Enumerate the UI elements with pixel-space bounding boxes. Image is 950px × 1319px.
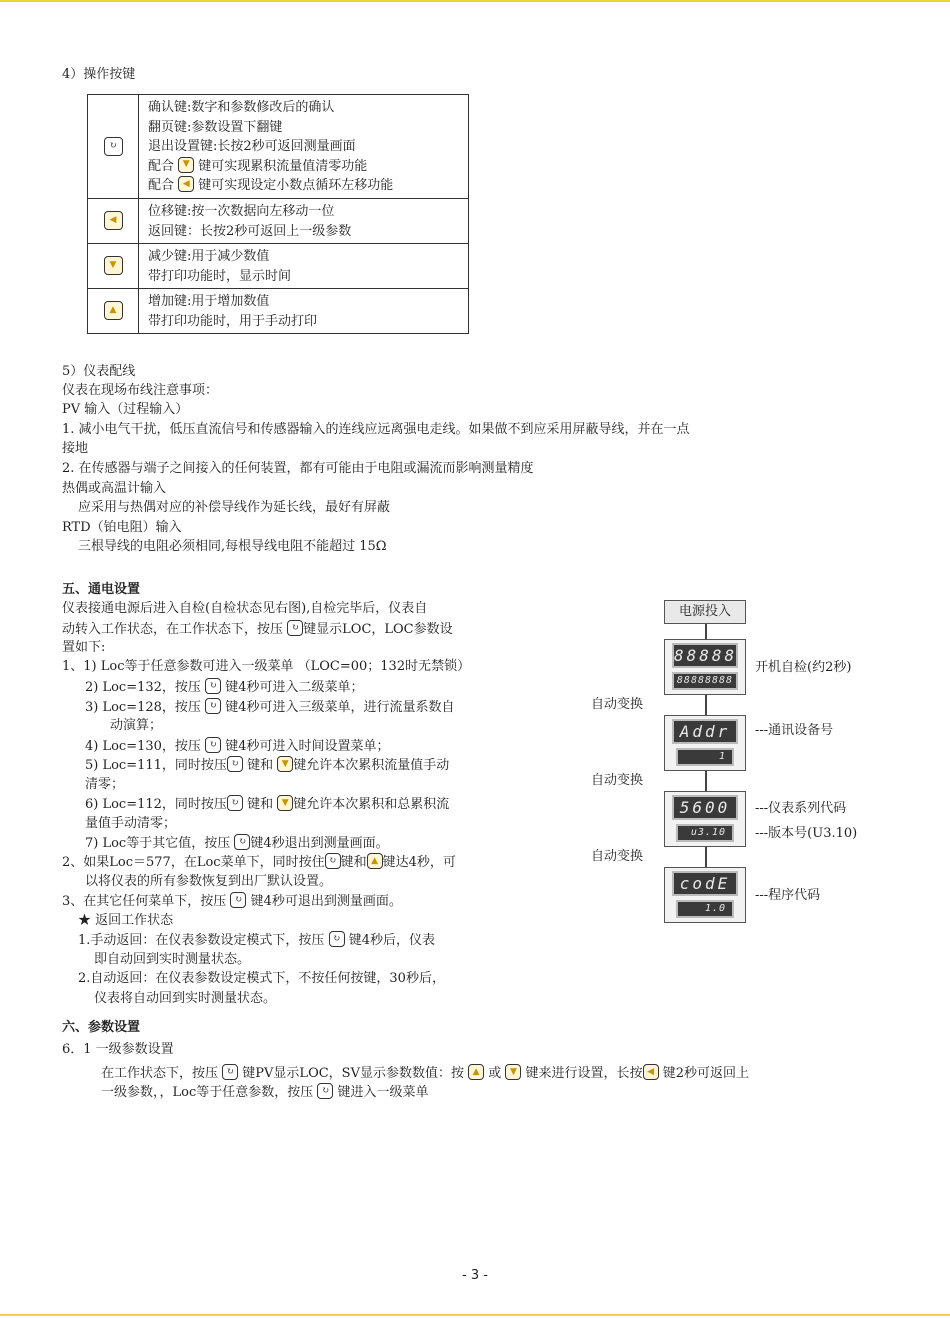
bottom-rule [0, 1314, 950, 1316]
text-line: PV 输入（过程输入） [62, 402, 189, 417]
up-key-icon: ▲ [104, 301, 123, 320]
text-line: 2) Loc=132，按压 ↻ 键4秒可进入二级菜单； [85, 680, 364, 695]
section-heading: 4）操作按键 [62, 67, 136, 82]
section-heading: 六、参数设置 [62, 1020, 141, 1035]
segment-display: 88888 [672, 643, 738, 668]
text-line: 1.手动返回：在仪表参数设定模式下，按压 ↻ 键4秒后，仪表 [78, 933, 435, 948]
table-row [88, 199, 469, 244]
segment-display: Addr [672, 719, 738, 744]
text-line: 仪表将自动回到实时测量状态。 [94, 991, 277, 1006]
text-line: 清零； [85, 777, 125, 792]
flow-label: 自动变换 [591, 773, 644, 788]
text-line: ★ 返回工作状态 [78, 913, 174, 928]
connector-line [705, 847, 707, 867]
flow-label: ---仪表系列代码 [755, 801, 847, 816]
connector-line [705, 695, 707, 715]
down-key-icon: ▼ [104, 256, 123, 275]
text-line: 应采用与热偶对应的补偿导线作为延长线，最好有屏蔽 [78, 500, 391, 515]
text-line: 置如下: [62, 640, 106, 655]
text-line: 1. 减小电气干扰，低压直流信号和传感器输入的连线应远离强电走线。如果做不到应采用屏蔽导线，并在一点 [62, 422, 690, 437]
set-key-icon: ↻ [205, 737, 221, 753]
row-line: 带打印功能时，用于手动打印 [148, 313, 318, 329]
segment-display: 5600 [672, 795, 738, 820]
text-line: 仪表在现场布线注意事项： [62, 383, 219, 398]
table-row [88, 289, 469, 334]
shift-key-icon: ◀ [104, 211, 123, 230]
segment-display: 88888888 [672, 672, 738, 690]
text-line: 接地 [62, 441, 89, 456]
set-key-icon: ↻ [227, 795, 243, 811]
text-line: 7) Loc等于其它值，按压 ↻ 键4秒退出到测量画面。 [85, 836, 389, 851]
page-number: - 3 - [462, 1268, 488, 1283]
table-row [88, 95, 469, 199]
set-key-icon: ↻ [230, 892, 246, 908]
row-line: 减少键:用于减少数值 [148, 249, 270, 264]
set-key-icon: ↻ [287, 620, 303, 636]
connector-line [705, 624, 707, 639]
row-line: 配合 ◀ 键可实现设定小数点循环左移功能 [148, 178, 394, 194]
text-line: 6．1 一级参数设置 [62, 1042, 174, 1057]
row-line: 返回键：长按2秒可返回上一级参数 [148, 223, 352, 239]
connector-line [705, 771, 707, 791]
text-line: 即自动回到实时测量状态。 [94, 952, 251, 967]
flow-label: ---版本号(U3.10) [755, 826, 858, 841]
flow-label: 自动变换 [591, 697, 644, 712]
text-line: RTD（铂电阻）输入 [62, 520, 182, 535]
set-key-icon: ↻ [227, 756, 243, 772]
set-key-icon: ↻ [234, 834, 250, 850]
text-line: 3) Loc=128，按压 ↻ 键4秒可进入三级菜单，进行流量系数自 [85, 700, 455, 715]
text-line: 1、1) Loc等于任意参数可进入一级菜单 （LOC=00；132时无禁锁） [62, 659, 471, 674]
segment-display: 1.0 [676, 900, 734, 918]
set-key-icon: ↻ [222, 1064, 238, 1080]
flow-label: 自动变换 [591, 849, 644, 864]
flow-label: ---通讯设备号 [755, 723, 834, 738]
text-line: 5) Loc=111，同时按压 ↻ 键和 ▼ 键允许本次累积流量值手动 [85, 758, 450, 773]
text-line: 2、如果Loc＝577，在Loc菜单下，同时按住 ↻ 键和 ▲ 键达4秒，可 [62, 855, 456, 870]
text-line: 仪表接通电源后进入自检(自检状态见右图),自检完毕后，仪表自 [62, 601, 428, 616]
set-key-icon: ↻ [205, 678, 221, 694]
segment-display: codE [672, 871, 738, 896]
down-key-icon: ▼ [178, 157, 194, 173]
segment-display: 1 [676, 748, 734, 766]
flow-label: ---程序代码 [755, 888, 821, 903]
text-line: 以将仪表的所有参数恢复到出厂默认设置。 [85, 874, 333, 889]
key-table [87, 94, 469, 334]
row-line: 配合 ▼ 键可实现累积流量值清零功能 [148, 158, 368, 174]
down-key-icon: ▼ [505, 1064, 521, 1080]
text-line: 6) Loc=112，同时按压 ↻ 键和 ▼ 键允许本次累积和总累积流 [85, 797, 450, 812]
shift-key-icon: ◀ [643, 1064, 659, 1080]
section-heading: 五、通电设置 [62, 582, 141, 597]
text-line: 动转入工作状态，在工作状态下，按压 ↻ 键显示LOC，LOC参数设 [62, 622, 453, 637]
text-line: 3、在其它任何菜单下，按压 ↻ 键4秒可退出到测量画面。 [62, 894, 402, 909]
text-line: 4) Loc=130，按压 ↻ 键4秒可进入时间设置菜单； [85, 739, 390, 754]
table-row [88, 244, 469, 289]
text-line: 一级参数，，Loc等于任意参数，按压 ↻ 键进入一级菜单 [101, 1085, 429, 1100]
text-line: 量值手动清零； [85, 816, 177, 831]
set-key-icon: ↻ [329, 931, 345, 947]
segment-display: u3.10 [676, 824, 734, 842]
text-line: 2.自动返回：在仪表参数设定模式下，不按任何按键，30秒后， [78, 971, 445, 986]
top-rule [0, 0, 950, 2]
text-line: 热偶或高温计输入 [62, 481, 167, 496]
row-line: 翻页键:参数设置下翻键 [148, 119, 283, 135]
row-line: 带打印功能时，显示时间 [148, 268, 292, 284]
set-key-icon: ↻ [104, 137, 123, 156]
text-line: 动演算； [110, 718, 163, 733]
row-line: 位移键:按一次数据向左移动一位 [148, 204, 335, 219]
down-key-icon: ▼ [277, 756, 293, 772]
shift-key-icon: ◀ [178, 176, 194, 192]
up-key-icon: ▲ [367, 853, 383, 869]
text-line: 2. 在传感器与端子之间接入的任何装置，都有可能由于电阻或漏流而影响测量精度 [62, 461, 534, 476]
row-line: 确认键:数字和参数修改后的确认 [148, 100, 335, 116]
text-line: 在工作状态下，按压 ↻ 键PV显示LOC，SV显示参数数值：按 ▲ 或 ▼ 键来进行设置，长按 ◀ 键2秒可返回上 [101, 1066, 749, 1081]
set-key-icon: ↻ [317, 1083, 333, 1099]
up-key-icon: ▲ [468, 1064, 484, 1080]
set-key-icon: ↻ [325, 853, 341, 869]
row-line: 退出设置键:长按2秒可返回测量画面 [148, 139, 356, 155]
down-key-icon: ▼ [277, 795, 293, 811]
row-line: 增加键:用于增加数值 [148, 294, 270, 309]
text-line: 三根导线的电阻必须相同,每根导线电阻不能超过 15Ω [78, 539, 387, 554]
set-key-icon: ↻ [205, 698, 221, 714]
flow-label: 开机自检(约2秒) [755, 660, 852, 675]
section-heading: 5）仪表配线 [62, 364, 136, 379]
power-on-box: 电源投入 [664, 600, 746, 624]
